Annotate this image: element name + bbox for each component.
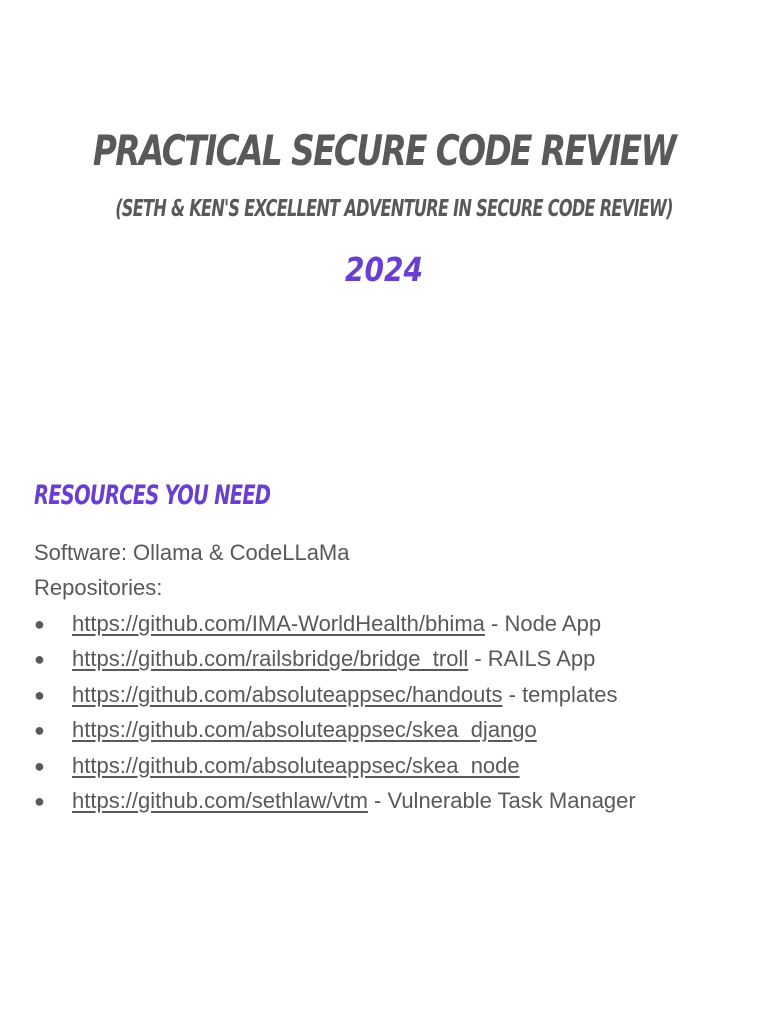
list-item <box>34 787 636 822</box>
bullet-icon: ● <box>34 790 45 811</box>
software-line: Software: Ollama & CodeLLaMa <box>34 540 350 565</box>
repository-list <box>34 610 636 822</box>
document-year: 2024 <box>344 250 424 289</box>
bullet-icon: ● <box>34 720 45 741</box>
repositories-label: Repositories: <box>34 575 163 600</box>
repo-link-bhima[interactable]: https://github.com/IMA-WorldHealth/bhima <box>72 611 485 636</box>
repo-description: - Vulnerable Task Manager <box>367 787 636 813</box>
document-subtitle: (SETH & KEN'S EXCELLENT ADVENTURE IN SECURE CODE REVIEW) <box>115 196 673 222</box>
bullet-icon: ● <box>34 684 45 705</box>
repo-link-skea-django[interactable]: https://github.com/absoluteappsec/skea_django <box>72 717 537 743</box>
list-item <box>34 752 636 787</box>
repo-link-handouts[interactable]: https://github.com/absoluteappsec/handouts <box>72 681 503 707</box>
repo-description: - RAILS App <box>468 646 596 672</box>
repo-description: - Node App <box>484 611 602 636</box>
repo-link-bridge-troll[interactable]: https://github.com/railsbridge/bridge_troll <box>72 646 469 672</box>
document-title: PRACTICAL SECURE CODE REVIEW <box>92 126 676 175</box>
list-item <box>34 716 636 751</box>
list-item <box>34 681 636 716</box>
bullet-icon: ● <box>34 649 45 670</box>
repo-description: - templates <box>502 681 618 707</box>
repo-link-vtm[interactable]: https://github.com/sethlaw/vtm <box>72 787 368 813</box>
list-item <box>34 645 636 680</box>
list-item <box>34 610 636 645</box>
repo-link-skea-node[interactable]: https://github.com/absoluteappsec/skea_node <box>72 752 520 778</box>
bullet-icon: ● <box>34 755 45 776</box>
bullet-icon: ● <box>34 614 45 634</box>
resources-heading: RESOURCES YOU NEED <box>34 480 271 511</box>
